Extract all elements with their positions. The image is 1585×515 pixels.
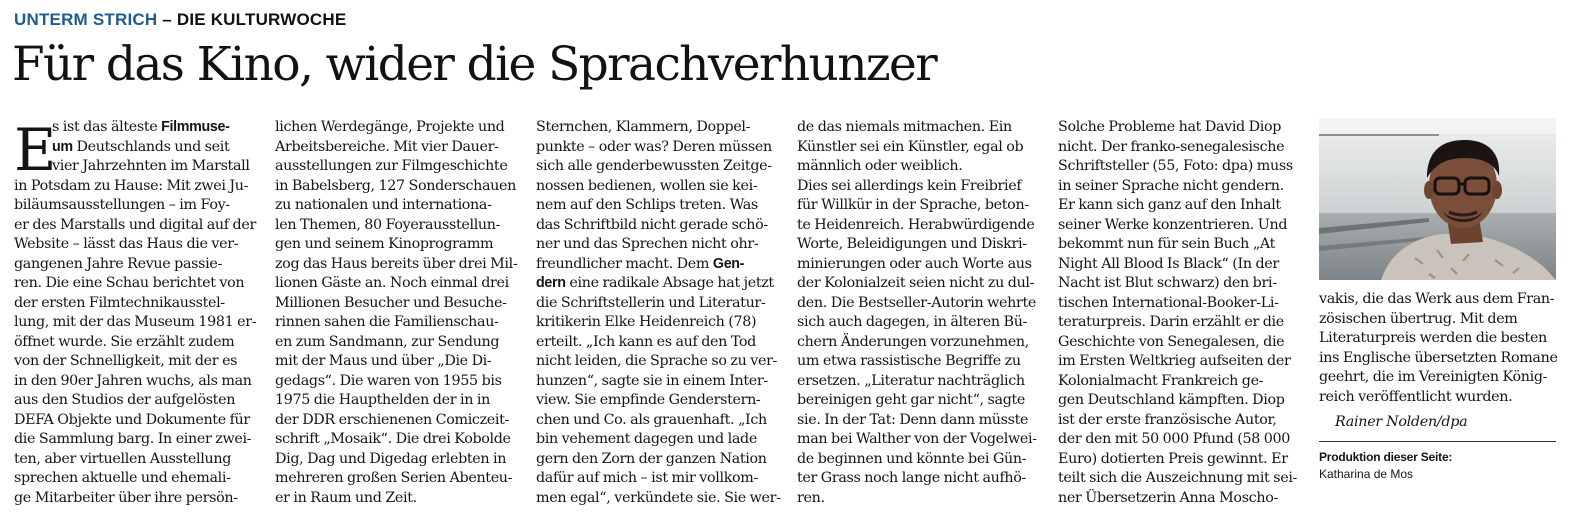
text-line: seiner Werke konzentrieren. Und — [1058, 216, 1288, 233]
section-kicker — [14, 10, 346, 30]
text-line: bereinigen geht gar nicht“, sagte — [797, 392, 1025, 408]
text-line: in Babelsberg, 127 Sonderschauen — [275, 177, 517, 194]
text-line: sie. In der Tat: Denn dann müsste — [797, 411, 1029, 428]
text-line: men egal“, verkündete sie. Sie wer- — [536, 489, 781, 506]
text-line: Website – lässt das Haus die ver- — [14, 236, 239, 252]
text-line: nicht leiden, die Sprache so zu ver- — [536, 353, 778, 369]
text-line: DEFA Objekte und Dokumente für — [14, 411, 250, 428]
kicker-separator: – — [157, 10, 177, 29]
article-column-3 — [536, 118, 781, 508]
text-line: tischen International-Booker-Li- — [1058, 294, 1279, 311]
text-line: in Potsdam zu Hause: Mit zwei Ju- — [14, 177, 249, 194]
text-line: te Heidenreich. Herabwürdigende — [797, 216, 1035, 233]
text-line: ten, aber virtuellen Ausstellung — [14, 450, 231, 467]
text-line: Literaturpreis werden die besten — [1319, 330, 1547, 346]
text-line: in seiner Sprache nicht gendern. — [1058, 177, 1284, 194]
text-line: Dies sei allerdings kein Freibrief — [797, 177, 1022, 194]
text-line: im Ersten Weltkrieg aufseiten der — [1058, 353, 1291, 369]
text-line: der den mit 50 000 Pfund (58 000 — [1058, 431, 1290, 447]
text-line: de das niemals mitmachen. Ein — [797, 119, 1012, 135]
text-line: biläumsausstellungen – im Foy- — [14, 197, 230, 213]
text-line: chen und Co. als grauenhaft. „Ich — [536, 411, 767, 428]
credit-divider — [1319, 441, 1556, 442]
text-line: öffnet wurde. Sie erzählt zudem — [14, 333, 235, 350]
text-line: Er kann sich ganz auf den Inhalt — [1058, 197, 1281, 213]
text-line: kritikerin Elke Heidenreich (78) — [536, 314, 757, 330]
text-line: um Deutschlands und seit — [52, 138, 230, 155]
text-line: ner Übersetzerin Anna Moscho- — [1058, 489, 1278, 506]
text-line: zu nationalen und internationa- — [275, 197, 492, 213]
text-line: männlich oder weiblich. — [797, 158, 963, 174]
text-line: der ersten Filmtechnikausstel- — [14, 294, 225, 311]
text-line: lionen Gäste an. Noch einmal drei — [275, 275, 509, 291]
text-line: ersetzen. „Literatur nachträglich — [797, 372, 1025, 389]
text-line: nicht. Der franko-senegalesische — [1058, 138, 1285, 155]
text-line: ter Grass noch lange nicht aufhö- — [797, 470, 1027, 486]
article-headline: Für das Kino, wider die Sprachverhunzer — [12, 37, 937, 92]
text-line: mit der Maus und über „Die Di- — [275, 353, 492, 369]
text-line: gen Deutschland kämpften. Diop — [1058, 392, 1285, 408]
text-line: bekommt nun für sein Buch „At — [1058, 236, 1276, 252]
text-line: Kolonialmacht Frankreich ge- — [1058, 372, 1264, 389]
text-line: nossen bedienen, wollen sie kei- — [536, 177, 758, 194]
text-line: er in Raum und Zeit. — [275, 489, 417, 506]
text-line: mehreren großen Serien Abenteu- — [275, 470, 513, 486]
text-line: en zum Sandmann, zur Sendung — [275, 333, 500, 350]
text-line: Worte, Beleidigungen und Diskri- — [797, 236, 1027, 252]
text-line: ren. Die eine Schau berichtet von — [14, 275, 245, 291]
text-line: Millionen Besucher und Besuche- — [275, 294, 507, 311]
text-line: Sternchen, Klammern, Doppel- — [536, 119, 751, 135]
text-line: bin vehement dagegen und lade — [536, 431, 757, 447]
text-line: vier Jahrzehnten im Marstall — [52, 158, 250, 174]
text-line: um etwa rassistische Begriffe zu — [797, 353, 1021, 369]
text-line: gen und seinem Kinoprogramm — [275, 236, 494, 252]
text-line: den. Die Bestseller-Autorin wehrte — [797, 294, 1036, 311]
article-column-5 — [1058, 118, 1297, 508]
article-column-2 — [275, 118, 517, 508]
text-line: teilt sich die Auszeichnung mit sei- — [1058, 470, 1298, 486]
text-line: das Schriftbild nicht gerade schö- — [536, 216, 768, 233]
text-line: Geschichte von Senegalesen, die — [1058, 333, 1285, 350]
text-line: sich auch dagegen, in älteren Bü- — [797, 314, 1028, 330]
text-line: Solche Probleme hat David Diop — [1058, 119, 1282, 135]
text-line: rinnen sahen die Familienschau- — [275, 314, 499, 330]
text-line: Euro) dotierten Preis gewinnt. Er — [1058, 450, 1288, 467]
text-line: freundlicher macht. Dem Gen- — [536, 255, 745, 272]
article-column-4 — [797, 118, 1037, 508]
text-line: für Willkür in der Sprache, beton- — [797, 197, 1029, 213]
text-line: s ist das älteste Filmmuse- — [52, 119, 230, 135]
text-line: zog das Haus bereits über drei Mil- — [275, 255, 518, 272]
text-line: de beginnen und könnte bei Gün- — [797, 450, 1027, 467]
kicker-subsection: DIE KULTURWOCHE — [176, 10, 347, 29]
text-line: zösischen übertrug. Mit dem — [1319, 310, 1518, 327]
text-line: ren. — [797, 489, 825, 506]
text-line: von der Schnelligkeit, mit der es — [14, 353, 238, 369]
text-line: Dig, Dag und Digedag erlebten in — [275, 450, 507, 467]
article-column-1 — [14, 118, 256, 508]
text-line: die Sammlung barg. In einer zwei- — [14, 431, 252, 447]
text-line: erteilt. „Ich kann es auf den Tod — [536, 333, 756, 350]
text-line: chern Änderungen vorzunehmen, — [797, 333, 1029, 350]
text-line: in den 90er Jahren wuchs, als man — [14, 372, 252, 389]
text-line: ins Englische übersetzten Romane — [1319, 349, 1558, 366]
text-line: reich veröffentlicht wurden. — [1319, 388, 1513, 405]
text-line: ner und das Sprechen nicht ohr- — [536, 236, 759, 252]
article-column-6 — [1319, 290, 1558, 407]
text-line: 1975 die Haupthelden der in in — [275, 392, 490, 408]
text-line: der DDR erschienenen Comiczeit- — [275, 411, 509, 428]
drop-cap: E — [14, 116, 57, 184]
text-line: schrift „Mosaik“. Die drei Kobolde — [275, 431, 511, 447]
text-line: Night All Blood Is Black“ (In der — [1058, 255, 1279, 272]
text-line: ist der erste französische Autor, — [1058, 411, 1277, 428]
text-line: view. Sie empfinde Genderstern- — [536, 392, 761, 408]
text-line: lichen Werdegänge, Projekte und — [275, 119, 505, 135]
text-line: teraturpreis. Darin erzählt er die — [1058, 314, 1284, 330]
text-line: der Kolonialzeit seien nicht zu dul- — [797, 275, 1035, 291]
text-line: dern eine radikale Absage hat jetzt — [536, 275, 774, 291]
text-line: er des Marstalls und digital auf der — [14, 216, 256, 233]
text-line: lung, mit der das Museum 1981 er- — [14, 314, 257, 330]
text-line: punkte – oder was? Deren müssen — [536, 138, 772, 155]
text-line: Künstler sei ein Künstler, egal ob — [797, 138, 1024, 155]
text-line: Nacht ist Blut schwarz) den bri- — [1058, 275, 1277, 291]
production-credit-title: Produktion dieser Seite: — [1319, 450, 1453, 464]
text-line: gern den Zorn der ganzen Nation — [536, 450, 767, 467]
text-line: gangenen Jahre Revue passie- — [14, 255, 222, 272]
kicker-section: UNTERM STRICH — [14, 10, 158, 29]
text-line: dafür auf mich – ist mir vollkom- — [536, 470, 758, 486]
text-line: minierungen oder auch Worte aus — [797, 255, 1032, 272]
text-line: vakis, die das Werk aus dem Fran- — [1319, 291, 1555, 307]
production-credit-name: Katharina de Mos — [1319, 467, 1414, 481]
author-photo — [1319, 118, 1556, 280]
text-line: Schriftsteller (55, Foto: dpa) muss — [1058, 158, 1293, 174]
text-line: geehrt, die im Vereinigten König- — [1319, 369, 1548, 385]
text-line: len Themen, 80 Foyerausstellun- — [275, 216, 501, 233]
text-line: Arbeitsbereiche. Mit vier Dauer- — [275, 138, 499, 155]
text-line: sprechen aktuelle und ehemali- — [14, 470, 231, 486]
text-line: sich alle genderbewussten Zeitge- — [536, 158, 772, 174]
text-line: aus den Studios der aufgelösten — [14, 392, 236, 408]
author-byline: Rainer Nolden/dpa — [1335, 414, 1468, 430]
text-line: die Schriftstellerin und Literatur- — [536, 294, 766, 311]
text-line: man bei Walther von der Vogelwei- — [797, 431, 1037, 447]
text-line: nem auf den Schlips treten. Was — [536, 197, 758, 213]
text-line: ge Mitarbeiter über ihre persön- — [14, 489, 238, 506]
text-line: gedags“. Die waren von 1955 bis — [275, 372, 502, 389]
text-line: ausstellungen zur Filmgeschichte — [275, 158, 508, 174]
text-line: hunzen“, sagte sie in einem Inter- — [536, 372, 768, 389]
